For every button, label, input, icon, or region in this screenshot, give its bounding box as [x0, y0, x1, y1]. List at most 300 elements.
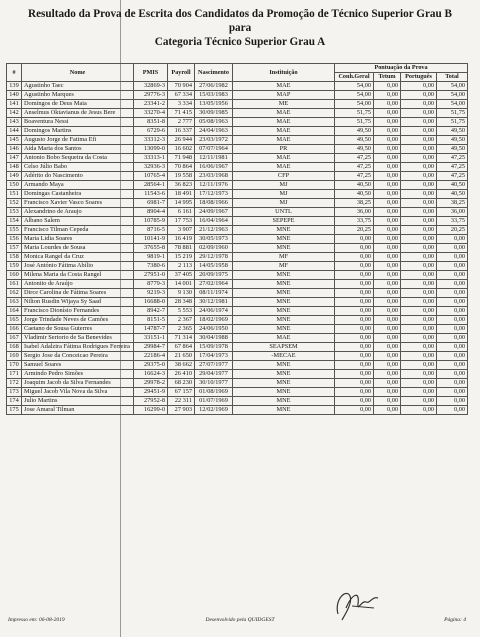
- row-conh-geral: 0,00: [335, 244, 374, 253]
- row-total: 0,00: [437, 378, 468, 387]
- row-tetum: 0,00: [374, 235, 401, 244]
- row-number: 143: [7, 118, 22, 127]
- row-conh-geral: 40,50: [335, 190, 374, 199]
- row-instituicao: MNE: [233, 235, 335, 244]
- row-nascimento: 18/02/1969: [195, 316, 233, 325]
- row-pmis: 28564-1: [134, 181, 168, 190]
- row-number: 172: [7, 378, 22, 387]
- row-portugues: 0,00: [401, 387, 437, 396]
- row-instituicao: MF: [233, 262, 335, 271]
- row-total: 0,00: [437, 244, 468, 253]
- row-total: 0,00: [437, 262, 468, 271]
- row-total: 0,00: [437, 307, 468, 316]
- row-tetum: 0,00: [374, 334, 401, 343]
- row-total: 40,50: [437, 190, 468, 199]
- row-conh-geral: 54,00: [335, 91, 374, 100]
- row-instituicao: MJ: [233, 190, 335, 199]
- row-tetum: 0,00: [374, 262, 401, 271]
- row-name: Antonito de Araújo: [22, 280, 134, 289]
- row-total: 0,00: [437, 325, 468, 334]
- table-row: [7, 253, 468, 262]
- row-pmis: 37655-8: [134, 244, 168, 253]
- row-conh-geral: 0,00: [335, 271, 374, 280]
- header-instituicao: Instituição: [233, 64, 335, 82]
- row-portugues: 0,00: [401, 172, 437, 181]
- row-conh-geral: 0,00: [335, 262, 374, 271]
- row-total: 51,75: [437, 118, 468, 127]
- document-title: Resultado da Prova de Escrita dos Candidatos da Promoção de Técnico Superior Grau B: [27, 8, 452, 20]
- row-portugues: 0,00: [401, 136, 437, 145]
- row-conh-geral: 49,50: [335, 145, 374, 154]
- row-portugues: 0,00: [401, 235, 437, 244]
- table-row: [7, 334, 468, 343]
- row-name: Aida Maria dos Santos: [22, 145, 134, 154]
- row-conh-geral: 54,00: [335, 82, 374, 91]
- row-instituicao: MAE: [233, 109, 335, 118]
- table-row: [7, 235, 468, 244]
- row-nascimento: 24/04/1963: [195, 127, 233, 136]
- row-portugues: 0,00: [401, 199, 437, 208]
- row-name: Armando Maya: [22, 181, 134, 190]
- row-nascimento: 18/08/1966: [195, 199, 233, 208]
- row-payroll: 3 334: [168, 100, 195, 109]
- row-portugues: 0,00: [401, 145, 437, 154]
- row-number: 165: [7, 316, 22, 325]
- printed-date: Impresso em: 06-08-2019: [8, 617, 65, 623]
- row-conh-geral: 0,00: [335, 307, 374, 316]
- row-total: 0,00: [437, 387, 468, 396]
- row-portugues: 0,00: [401, 316, 437, 325]
- row-nascimento: 27/07/1977: [195, 360, 233, 369]
- row-payroll: 67 864: [168, 343, 195, 352]
- row-tetum: 0,00: [374, 244, 401, 253]
- row-pmis: 23341-2: [134, 100, 168, 109]
- row-number: 150: [7, 181, 22, 190]
- table-row: [7, 271, 468, 280]
- row-nascimento: 29/12/1978: [195, 253, 233, 262]
- row-number: 148: [7, 163, 22, 172]
- row-payroll: 14 001: [168, 280, 195, 289]
- table-row: [7, 262, 468, 271]
- row-portugues: 0,00: [401, 163, 437, 172]
- row-name: Maria Lourdes de Sousa: [22, 244, 134, 253]
- row-portugues: 0,00: [401, 262, 437, 271]
- row-tetum: 0,00: [374, 360, 401, 369]
- row-total: 0,00: [437, 343, 468, 352]
- table-row: [7, 387, 468, 396]
- row-instituicao: UNTL: [233, 208, 335, 217]
- row-number: 146: [7, 145, 22, 154]
- table-row: [7, 280, 468, 289]
- row-tetum: 0,00: [374, 163, 401, 172]
- row-pmis: 7380-6: [134, 262, 168, 271]
- header-pontuacao: Pontuação da Prova: [335, 64, 468, 73]
- row-nascimento: 08/11/1974: [195, 289, 233, 298]
- row-pmis: 29978-2: [134, 378, 168, 387]
- row-number: 141: [7, 100, 22, 109]
- row-name: José António Fátima Abílio: [22, 262, 134, 271]
- row-portugues: 0,00: [401, 360, 437, 369]
- row-payroll: 16 337: [168, 127, 195, 136]
- row-number: 156: [7, 235, 22, 244]
- row-name: Jose Amaral Tilman: [22, 405, 134, 414]
- row-portugues: 0,00: [401, 82, 437, 91]
- row-number: 161: [7, 280, 22, 289]
- table-row: [7, 307, 468, 316]
- row-tetum: 0,00: [374, 325, 401, 334]
- table-row: [7, 351, 468, 360]
- row-pmis: 29451-9: [134, 387, 168, 396]
- row-conh-geral: 0,00: [335, 334, 374, 343]
- row-tetum: 0,00: [374, 351, 401, 360]
- row-payroll: 22 311: [168, 396, 195, 405]
- row-payroll: 71 415: [168, 109, 195, 118]
- row-conh-geral: 0,00: [335, 387, 374, 396]
- row-number: 158: [7, 253, 22, 262]
- row-pmis: 10141-9: [134, 235, 168, 244]
- table-row: [7, 100, 468, 109]
- row-portugues: 0,00: [401, 289, 437, 298]
- row-conh-geral: 0,00: [335, 351, 374, 360]
- row-instituicao: MAE: [233, 163, 335, 172]
- row-tetum: 0,00: [374, 181, 401, 190]
- row-tetum: 0,00: [374, 82, 401, 91]
- row-name: Alexandrino de Araujo: [22, 208, 134, 217]
- row-instituicao: MF: [233, 253, 335, 262]
- row-portugues: 0,00: [401, 351, 437, 360]
- row-payroll: 16 419: [168, 235, 195, 244]
- row-instituicao: MNE: [233, 325, 335, 334]
- row-instituicao: MNE: [233, 307, 335, 316]
- row-number: 149: [7, 172, 22, 181]
- results-table: [6, 63, 468, 415]
- row-instituicao: SEAPSEM: [233, 343, 335, 352]
- row-name: Samuel Soares: [22, 360, 134, 369]
- row-conh-geral: 0,00: [335, 360, 374, 369]
- row-tetum: 0,00: [374, 369, 401, 378]
- row-pmis: 8151-5: [134, 316, 168, 325]
- row-payroll: 70 904: [168, 82, 195, 91]
- table-row: [7, 343, 468, 352]
- header-nascimento: Nascimento: [195, 64, 233, 82]
- row-portugues: 0,00: [401, 127, 437, 136]
- row-conh-geral: 0,00: [335, 253, 374, 262]
- row-nascimento: 13/05/1956: [195, 100, 233, 109]
- row-pmis: 22186-4: [134, 351, 168, 360]
- row-number: 144: [7, 127, 22, 136]
- row-tetum: 0,00: [374, 298, 401, 307]
- row-payroll: 27 903: [168, 405, 195, 414]
- row-payroll: 71 314: [168, 334, 195, 343]
- row-conh-geral: 0,00: [335, 325, 374, 334]
- row-tetum: 0,00: [374, 253, 401, 262]
- row-payroll: 28 348: [168, 298, 195, 307]
- row-nascimento: 12/02/1969: [195, 405, 233, 414]
- row-nascimento: 27/02/1964: [195, 280, 233, 289]
- row-number: 170: [7, 360, 22, 369]
- row-name: Dirce Carolina de Fátima Soares: [22, 289, 134, 298]
- row-instituicao: MNE: [233, 360, 335, 369]
- row-portugues: 0,00: [401, 280, 437, 289]
- row-payroll: 36 823: [168, 181, 195, 190]
- row-portugues: 0,00: [401, 118, 437, 127]
- row-portugues: 0,00: [401, 253, 437, 262]
- row-total: 54,00: [437, 91, 468, 100]
- table-row: [7, 298, 468, 307]
- row-instituicao: MNE: [233, 316, 335, 325]
- row-name: Joaquim Jacob da Silva Fernandes: [22, 378, 134, 387]
- row-total: 0,00: [437, 298, 468, 307]
- row-nascimento: 23/03/1968: [195, 172, 233, 181]
- row-pmis: 32869-3: [134, 82, 168, 91]
- row-tetum: 0,00: [374, 91, 401, 100]
- row-instituicao: -MECAE: [233, 351, 335, 360]
- row-instituicao: MNE: [233, 387, 335, 396]
- row-pmis: 8351-8: [134, 118, 168, 127]
- table-row: [7, 145, 468, 154]
- row-payroll: 2 365: [168, 325, 195, 334]
- table-row: [7, 226, 468, 235]
- row-tetum: 0,00: [374, 378, 401, 387]
- row-payroll: 21 650: [168, 351, 195, 360]
- table-row: [7, 360, 468, 369]
- row-tetum: 0,00: [374, 316, 401, 325]
- row-nascimento: 20/09/1975: [195, 271, 233, 280]
- table-row: [7, 163, 468, 172]
- table-row: [7, 369, 468, 378]
- row-number: 147: [7, 154, 22, 163]
- table-row: [7, 154, 468, 163]
- row-conh-geral: 0,00: [335, 405, 374, 414]
- row-payroll: 6 161: [168, 208, 195, 217]
- row-name: Nilton Rusdin Wijaya Sy Saad: [22, 298, 134, 307]
- row-portugues: 0,00: [401, 325, 437, 334]
- row-instituicao: CFP: [233, 172, 335, 181]
- row-name: Anselmus Oktavianus de Jesus Bere: [22, 109, 134, 118]
- row-payroll: 37 405: [168, 271, 195, 280]
- row-number: 154: [7, 217, 22, 226]
- row-number: 152: [7, 199, 22, 208]
- row-conh-geral: 0,00: [335, 343, 374, 352]
- row-instituicao: PR: [233, 145, 335, 154]
- header-portugues: Português: [401, 73, 437, 82]
- row-payroll: 15 219: [168, 253, 195, 262]
- row-nascimento: 30/12/1981: [195, 298, 233, 307]
- row-payroll: 26 410: [168, 369, 195, 378]
- row-total: 36,00: [437, 208, 468, 217]
- row-total: 47,25: [437, 172, 468, 181]
- row-conh-geral: 47,25: [335, 154, 374, 163]
- row-portugues: 0,00: [401, 405, 437, 414]
- row-pmis: 33270-4: [134, 109, 168, 118]
- row-total: 54,00: [437, 100, 468, 109]
- row-nascimento: 16/06/1967: [195, 163, 233, 172]
- row-payroll: 2 367: [168, 316, 195, 325]
- row-name: Miguel Jacob Vila Nova da Silva: [22, 387, 134, 396]
- row-name: Agustinho Taec: [22, 82, 134, 91]
- row-number: 151: [7, 190, 22, 199]
- row-total: 0,00: [437, 405, 468, 414]
- table-row: [7, 405, 468, 414]
- row-name: Celso Júlio Babo: [22, 163, 134, 172]
- row-portugues: 0,00: [401, 100, 437, 109]
- table-row: [7, 82, 468, 91]
- row-number: 168: [7, 343, 22, 352]
- row-pmis: 9819-1: [134, 253, 168, 262]
- row-name: Jorge Trindade Neves de Camões: [22, 316, 134, 325]
- row-name: Domingas Castanheira: [22, 190, 134, 199]
- row-tetum: 0,00: [374, 396, 401, 405]
- row-pmis: 13099-0: [134, 145, 168, 154]
- row-number: 166: [7, 325, 22, 334]
- row-pmis: 8904-4: [134, 208, 168, 217]
- row-payroll: 3 907: [168, 226, 195, 235]
- row-number: 160: [7, 271, 22, 280]
- row-name: Francisco Dionísio Fernandes: [22, 307, 134, 316]
- row-total: 0,00: [437, 316, 468, 325]
- row-conh-geral: 33,75: [335, 217, 374, 226]
- row-portugues: 0,00: [401, 369, 437, 378]
- row-portugues: 0,00: [401, 378, 437, 387]
- row-nascimento: 14/05/1958: [195, 262, 233, 271]
- header-tetum: Tetum: [374, 73, 401, 82]
- row-instituicao: MJ: [233, 199, 335, 208]
- row-portugues: 0,00: [401, 109, 437, 118]
- table-row: [7, 91, 468, 100]
- row-tetum: 0,00: [374, 226, 401, 235]
- table-row: [7, 181, 468, 190]
- row-pmis: 29375-0: [134, 360, 168, 369]
- row-instituicao: MAE: [233, 136, 335, 145]
- row-tetum: 0,00: [374, 127, 401, 136]
- row-pmis: 29984-7: [134, 343, 168, 352]
- row-portugues: 0,00: [401, 91, 437, 100]
- row-pmis: 27952-8: [134, 396, 168, 405]
- row-total: 49,50: [437, 136, 468, 145]
- table-row: [7, 109, 468, 118]
- row-number: 155: [7, 226, 22, 235]
- row-nascimento: 15/03/1983: [195, 91, 233, 100]
- row-pmis: 33151-1: [134, 334, 168, 343]
- row-portugues: 0,00: [401, 181, 437, 190]
- row-payroll: 2 113: [168, 262, 195, 271]
- row-name: Adérito do Nascimento: [22, 172, 134, 181]
- row-tetum: 0,00: [374, 100, 401, 109]
- row-number: 169: [7, 351, 22, 360]
- row-total: 0,00: [437, 280, 468, 289]
- document-title-connector: para: [228, 22, 252, 34]
- row-instituicao: MNE: [233, 271, 335, 280]
- row-conh-geral: 0,00: [335, 289, 374, 298]
- row-payroll: 18 491: [168, 190, 195, 199]
- row-pmis: 6729-6: [134, 127, 168, 136]
- row-name: Antonio Bobo Sequeira da Costa: [22, 154, 134, 163]
- row-name: Francisco Xavier Vasco Soares: [22, 199, 134, 208]
- row-instituicao: MNE: [233, 226, 335, 235]
- row-instituicao: MAE: [233, 334, 335, 343]
- row-tetum: 0,00: [374, 289, 401, 298]
- row-name: Agustinho Marques: [22, 91, 134, 100]
- table-row: [7, 199, 468, 208]
- row-instituicao: MNE: [233, 405, 335, 414]
- row-instituicao: MNE: [233, 298, 335, 307]
- row-pmis: 16688-0: [134, 298, 168, 307]
- row-payroll: 5 553: [168, 307, 195, 316]
- row-conh-geral: 0,00: [335, 378, 374, 387]
- row-tetum: 0,00: [374, 387, 401, 396]
- row-conh-geral: 49,50: [335, 127, 374, 136]
- row-name: Boaventura Nessi: [22, 118, 134, 127]
- row-number: 159: [7, 262, 22, 271]
- row-tetum: 0,00: [374, 145, 401, 154]
- row-total: 51,75: [437, 109, 468, 118]
- row-payroll: 2 777: [168, 118, 195, 127]
- row-payroll: 19 558: [168, 172, 195, 181]
- row-portugues: 0,00: [401, 226, 437, 235]
- row-nascimento: 24/09/1967: [195, 208, 233, 217]
- row-nascimento: 30/10/1977: [195, 378, 233, 387]
- row-instituicao: MJ: [233, 181, 335, 190]
- row-number: 139: [7, 82, 22, 91]
- row-pmis: 6981-7: [134, 199, 168, 208]
- row-conh-geral: 0,00: [335, 235, 374, 244]
- row-instituicao: MAE: [233, 82, 335, 91]
- row-name: Augusto Jorge de Fatima Efi: [22, 136, 134, 145]
- row-conh-geral: 47,25: [335, 163, 374, 172]
- row-portugues: 0,00: [401, 396, 437, 405]
- row-nascimento: 23/03/1972: [195, 136, 233, 145]
- row-total: 0,00: [437, 369, 468, 378]
- header-pmis: PMIS: [134, 64, 168, 82]
- row-nascimento: 30/04/1988: [195, 334, 233, 343]
- row-name: Monica Rangel da Cruz: [22, 253, 134, 262]
- header-total: Total: [437, 73, 468, 82]
- row-number: 140: [7, 91, 22, 100]
- row-nascimento: 12/11/1976: [195, 181, 233, 190]
- row-instituicao: MAE: [233, 127, 335, 136]
- row-total: 0,00: [437, 253, 468, 262]
- row-total: 0,00: [437, 360, 468, 369]
- row-tetum: 0,00: [374, 217, 401, 226]
- row-portugues: 0,00: [401, 334, 437, 343]
- row-tetum: 0,00: [374, 307, 401, 316]
- row-portugues: 0,00: [401, 271, 437, 280]
- row-number: 153: [7, 208, 22, 217]
- row-payroll: 70 864: [168, 163, 195, 172]
- developer-credit: Desenvolvido pela QUIDGEST: [205, 617, 275, 623]
- row-name: Francisco Tilman Cepeda: [22, 226, 134, 235]
- row-number: 157: [7, 244, 22, 253]
- row-nascimento: 21/12/1963: [195, 226, 233, 235]
- row-instituicao: MNE: [233, 289, 335, 298]
- row-payroll: 67 334: [168, 91, 195, 100]
- row-name: Domingos de Deus Maia: [22, 100, 134, 109]
- row-nascimento: 01/07/1969: [195, 396, 233, 405]
- row-nascimento: 29/04/1977: [195, 369, 233, 378]
- row-total: 49,50: [437, 127, 468, 136]
- row-total: 0,00: [437, 351, 468, 360]
- row-conh-geral: 54,00: [335, 100, 374, 109]
- row-payroll: 17 753: [168, 217, 195, 226]
- row-pmis: 11543-6: [134, 190, 168, 199]
- row-payroll: 38 662: [168, 360, 195, 369]
- row-tetum: 0,00: [374, 343, 401, 352]
- row-instituicao: MAP: [233, 91, 335, 100]
- row-conh-geral: 0,00: [335, 280, 374, 289]
- row-name: Domingos Martins: [22, 127, 134, 136]
- row-total: 47,25: [437, 154, 468, 163]
- row-portugues: 0,00: [401, 154, 437, 163]
